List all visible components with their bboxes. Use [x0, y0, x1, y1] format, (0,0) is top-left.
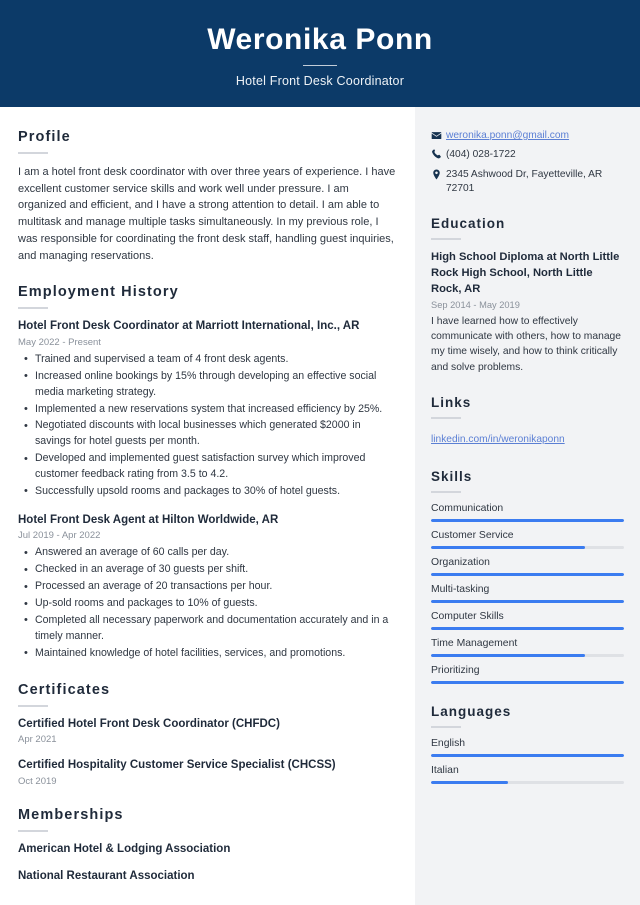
- membership-title: American Hotel & Lodging Association: [18, 842, 231, 855]
- skill-bar-track: [431, 519, 624, 522]
- employment-heading: Employment History: [18, 284, 179, 301]
- skill-label: Prioritizing: [431, 665, 480, 677]
- languages-heading: Languages: [431, 704, 512, 720]
- section-underline: [18, 307, 48, 309]
- candidate-name: Weronika Ponn: [207, 23, 433, 56]
- main-column: [0, 107, 415, 905]
- skill-bar-fill: [431, 573, 624, 576]
- language-label: English: [431, 738, 466, 750]
- skill-bar-track: [431, 573, 624, 576]
- education-heading: Education: [431, 216, 506, 232]
- candidate-job-title: Hotel Front Desk Coordinator: [235, 74, 405, 88]
- job-bullet: • Answered an average of 60 calls per day.: [35, 545, 397, 561]
- skill-item: [431, 530, 624, 549]
- certificate-title: Certified Hotel Front Desk Coordinator (CHFDC): [18, 717, 280, 730]
- job-bullet: • Implemented a new reservations system that increased efficiency by 25%.: [35, 402, 397, 418]
- skill-bar-fill: [431, 546, 585, 549]
- section-underline: [18, 152, 48, 154]
- profile-text: I am a hotel front desk coordinator with over three years of experience. I have excellent customer service skills and work well under pressure. I am organized and efficient, and I have a strong attention to detail. I am able to multitask and manage multiple tasks simultaneously. In my previous role, I was responsible for coordinating the front desk staff, handling guest inquiries, and managing reservations.: [18, 166, 396, 262]
- memberships-section: [18, 807, 397, 885]
- skills-heading: Skills: [431, 469, 473, 485]
- links-section: [431, 395, 624, 447]
- link-linkedin[interactable]: linkedin.com/in/weronikaponn: [431, 433, 565, 445]
- education-title: High School Diploma at North Little Rock High School, North Little Rock, AR: [431, 251, 620, 295]
- header-divider: [303, 65, 337, 66]
- profile-heading: Profile: [18, 129, 71, 145]
- certificates-heading: Certificates: [18, 681, 111, 698]
- skill-label: Multi-tasking: [431, 584, 490, 596]
- job-date: Jul 2019 - Apr 2022: [18, 530, 101, 542]
- skill-item: [431, 638, 624, 657]
- certificate-entry: [18, 717, 397, 746]
- section-underline: [431, 726, 461, 728]
- contact-address: 2345 Ashwood Dr, Fayetteville, AR 72701: [446, 168, 603, 194]
- language-bar-fill: [431, 781, 508, 784]
- section-underline: [431, 238, 461, 240]
- job-bullet: • Successfully upsold rooms and packages to 30% of hotel guests.: [35, 484, 397, 500]
- contact-email[interactable]: weronika.ponn@gmail.com: [446, 130, 570, 141]
- certificate-date: Oct 2019: [18, 775, 57, 787]
- skill-label: Computer Skills: [431, 611, 504, 623]
- language-label: Italian: [431, 765, 459, 777]
- education-description: I have learned how to effectively communicate with others, how to manage my time wisely, and how to think critically and solve problems.: [431, 315, 622, 373]
- skill-bar-fill: [431, 681, 624, 684]
- skill-item: [431, 611, 624, 630]
- certificate-entry: [18, 758, 397, 787]
- skill-label: Organization: [431, 557, 490, 569]
- skill-bar-track: [431, 681, 624, 684]
- membership-title: National Restaurant Association: [18, 870, 195, 883]
- certificates-section: [18, 682, 397, 787]
- map-pin-icon: [431, 168, 446, 180]
- contact-phone: (404) 028-1722: [446, 149, 516, 161]
- contact-address-row: [431, 168, 624, 197]
- contact-email-row: [431, 129, 624, 143]
- job-bullet: • Negotiated discounts with local businesses which generated $2000 in savings for hotel guests per month.: [35, 418, 397, 450]
- education-date: Sep 2014 - May 2019: [431, 299, 520, 310]
- contact-section: [431, 129, 624, 196]
- links-heading: Links: [431, 394, 472, 410]
- skill-bar-track: [431, 654, 624, 657]
- membership-entry: [18, 869, 397, 885]
- employment-section: [18, 284, 397, 661]
- language-item: [431, 765, 624, 784]
- language-bar-track: [431, 754, 624, 757]
- job-entry: [18, 319, 397, 500]
- certificate-title: Certified Hospitality Customer Service Specialist (CHCSS): [18, 759, 336, 772]
- skill-item: [431, 503, 624, 522]
- job-bullets: [18, 352, 397, 500]
- education-section: [431, 216, 624, 375]
- phone-icon: [431, 148, 446, 160]
- job-bullet: • Trained and supervised a team of 4 front desk agents.: [35, 352, 397, 368]
- language-bar-track: [431, 781, 624, 784]
- skill-item: [431, 557, 624, 576]
- skill-bar-track: [431, 546, 624, 549]
- section-underline: [18, 830, 48, 832]
- job-bullets: [18, 545, 397, 661]
- job-bullet: • Increased online bookings by 15% through developing an effective social media marketing strategy.: [35, 369, 397, 401]
- section-underline: [431, 491, 461, 493]
- certificate-date: Apr 2021: [18, 734, 57, 746]
- job-title: Hotel Front Desk Agent at Hilton Worldwide, AR: [18, 513, 279, 526]
- skill-bar-fill: [431, 600, 624, 603]
- job-bullet: • Up-sold rooms and packages to 10% of guests.: [35, 596, 397, 612]
- skill-label: Communication: [431, 503, 504, 515]
- languages-section: [431, 704, 624, 784]
- job-bullet: • Checked in an average of 30 guests per shift.: [35, 562, 397, 578]
- envelope-icon: [431, 129, 446, 141]
- memberships-heading: Memberships: [18, 806, 124, 823]
- language-item: [431, 738, 624, 757]
- membership-entry: [18, 842, 397, 858]
- skill-bar-fill: [431, 654, 585, 657]
- job-bullet: • Completed all necessary paperwork and documentation accurately and in a timely manner.: [35, 613, 397, 645]
- job-bullet: • Processed an average of 20 transactions per hour.: [35, 579, 397, 595]
- skill-item: [431, 584, 624, 603]
- profile-section: [18, 129, 397, 264]
- skill-label: Customer Service: [431, 530, 514, 542]
- contact-phone-row: [431, 148, 624, 162]
- resume-body: [0, 107, 640, 905]
- skill-bar-track: [431, 600, 624, 603]
- section-underline: [18, 705, 48, 707]
- job-bullet: • Developed and implemented guest satisfaction survey which improved customer feedback rating from 3.5 to 4.2.: [35, 451, 397, 483]
- job-bullet: • Maintained knowledge of hotel facilities, services, and promotions.: [35, 646, 397, 662]
- skills-section: [431, 469, 624, 684]
- section-underline: [431, 417, 461, 419]
- skill-bar-fill: [431, 519, 624, 522]
- job-entry: [18, 513, 397, 662]
- skill-bar-track: [431, 627, 624, 630]
- resume-header: [0, 0, 640, 107]
- skill-item: [431, 665, 624, 684]
- skill-label: Time Management: [431, 638, 518, 650]
- job-title: Hotel Front Desk Coordinator at Marriott International, Inc., AR: [18, 320, 360, 333]
- skill-bar-fill: [431, 627, 624, 630]
- job-date: May 2022 - Present: [18, 336, 101, 348]
- language-bar-fill: [431, 754, 624, 757]
- sidebar-column: [415, 107, 640, 905]
